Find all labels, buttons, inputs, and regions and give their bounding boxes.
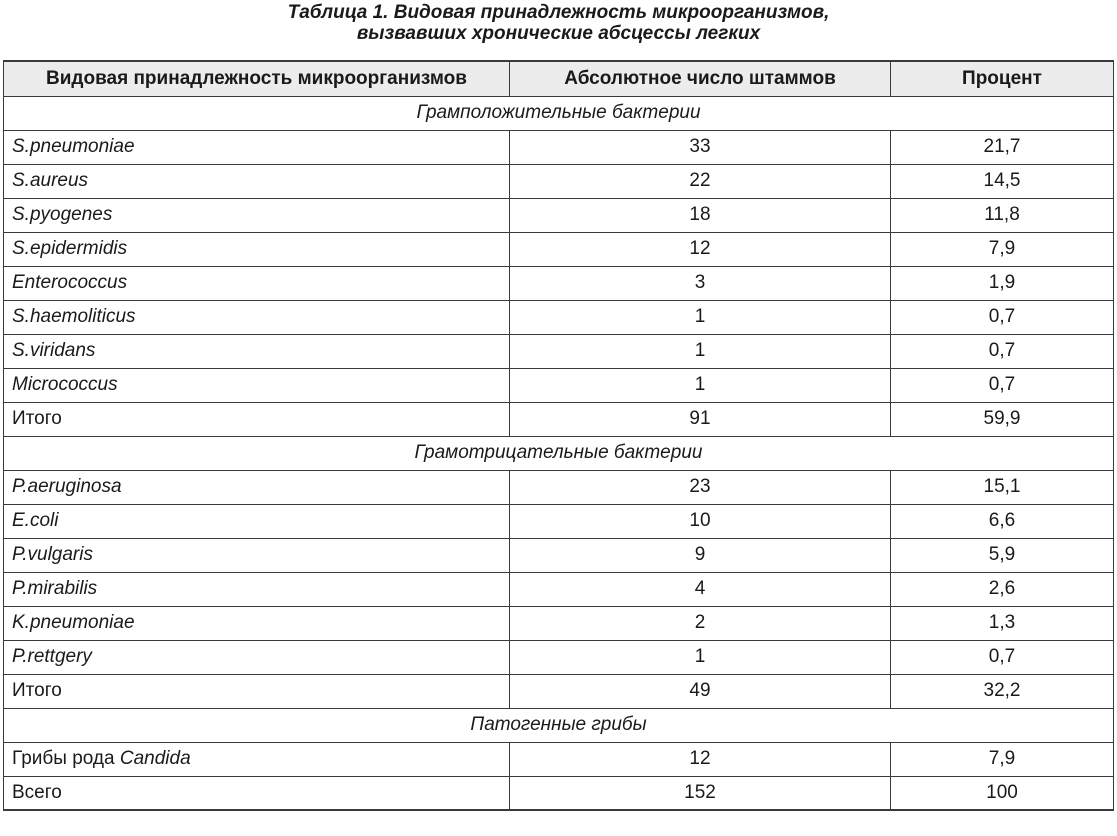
- species-name: E.coli: [4, 504, 510, 538]
- percent-value: 15,1: [891, 470, 1114, 504]
- table-row: [4, 368, 1114, 402]
- subtotal-count: 49: [510, 674, 891, 708]
- table-row: [4, 470, 1114, 504]
- percent-value: 0,7: [891, 300, 1114, 334]
- percent-value: 6,6: [891, 504, 1114, 538]
- table-row: [4, 334, 1114, 368]
- table-row: [4, 504, 1114, 538]
- table-caption: [0, 0, 1117, 44]
- table-row: [4, 572, 1114, 606]
- species-name: P.rettgery: [4, 640, 510, 674]
- header-count: Абсолютное число штаммов: [510, 61, 891, 96]
- strain-count: 3: [510, 266, 891, 300]
- species-name-genus: Candida: [119, 748, 191, 769]
- section-row-gram-negative: [4, 436, 1114, 470]
- percent-value: 1,3: [891, 606, 1114, 640]
- microorganisms-table: [3, 60, 1114, 811]
- subtotal-row-gram-negative: [4, 674, 1114, 708]
- table-row: [4, 538, 1114, 572]
- percent-value: 7,9: [891, 232, 1114, 266]
- caption-line-1: Таблица 1. Видовая принадлежность микроорганизмов,: [287, 2, 830, 23]
- grand-total-row: [4, 776, 1114, 810]
- table-row: [4, 198, 1114, 232]
- species-name: P.mirabilis: [4, 572, 510, 606]
- strain-count: 33: [510, 130, 891, 164]
- section-row-gram-positive: [4, 96, 1114, 130]
- header-row: [4, 61, 1114, 96]
- species-name: S.pyogenes: [4, 198, 510, 232]
- table-row: [4, 164, 1114, 198]
- species-name: S.viridans: [4, 334, 510, 368]
- strain-count: 1: [510, 300, 891, 334]
- subtotal-count: 91: [510, 402, 891, 436]
- species-name: Micrococcus: [4, 368, 510, 402]
- species-name-prefix: Грибы рода: [12, 748, 120, 769]
- percent-value: 7,9: [891, 742, 1114, 776]
- species-name: Enterococcus: [4, 266, 510, 300]
- species-name: S.aureus: [4, 164, 510, 198]
- section-title: Грамположительные бактерии: [4, 96, 1114, 130]
- strain-count: 1: [510, 640, 891, 674]
- table-row: [4, 232, 1114, 266]
- strain-count: 18: [510, 198, 891, 232]
- percent-value: 21,7: [891, 130, 1114, 164]
- species-name: S.haemoliticus: [4, 300, 510, 334]
- header-percent: Процент: [891, 61, 1114, 96]
- grand-total-label: Всего: [4, 776, 510, 810]
- species-name: S.pneumoniae: [4, 130, 510, 164]
- subtotal-label: Итого: [4, 402, 510, 436]
- section-title: Патогенные грибы: [4, 708, 1114, 742]
- species-name: S.epidermidis: [4, 232, 510, 266]
- subtotal-label: Итого: [4, 674, 510, 708]
- percent-value: 2,6: [891, 572, 1114, 606]
- table-row: [4, 300, 1114, 334]
- grand-total-percent: 100: [891, 776, 1114, 810]
- species-name: [4, 742, 510, 776]
- table-row: [4, 742, 1114, 776]
- strain-count: 2: [510, 606, 891, 640]
- species-name: P.vulgaris: [4, 538, 510, 572]
- strain-count: 12: [510, 742, 891, 776]
- strain-count: 23: [510, 470, 891, 504]
- section-row-fungi: [4, 708, 1114, 742]
- percent-value: 1,9: [891, 266, 1114, 300]
- percent-value: 0,7: [891, 640, 1114, 674]
- strain-count: 1: [510, 368, 891, 402]
- table-row: [4, 640, 1114, 674]
- strain-count: 12: [510, 232, 891, 266]
- percent-value: 11,8: [891, 198, 1114, 232]
- strain-count: 9: [510, 538, 891, 572]
- grand-total-count: 152: [510, 776, 891, 810]
- section-title: Грамотрицательные бактерии: [4, 436, 1114, 470]
- percent-value: 14,5: [891, 164, 1114, 198]
- percent-value: 0,7: [891, 368, 1114, 402]
- table-row: [4, 606, 1114, 640]
- subtotal-percent: 59,9: [891, 402, 1114, 436]
- header-species: Видовая принадлежность микроорганизмов: [4, 61, 510, 96]
- species-name: P.aeruginosa: [4, 470, 510, 504]
- strain-count: 1: [510, 334, 891, 368]
- subtotal-row-gram-positive: [4, 402, 1114, 436]
- strain-count: 4: [510, 572, 891, 606]
- strain-count: 22: [510, 164, 891, 198]
- percent-value: 5,9: [891, 538, 1114, 572]
- percent-value: 0,7: [891, 334, 1114, 368]
- species-name: K.pneumoniae: [4, 606, 510, 640]
- table-row: [4, 130, 1114, 164]
- table-row: [4, 266, 1114, 300]
- strain-count: 10: [510, 504, 891, 538]
- caption-line-2: вызвавших хронические абсцессы легких: [356, 23, 761, 44]
- subtotal-percent: 32,2: [891, 674, 1114, 708]
